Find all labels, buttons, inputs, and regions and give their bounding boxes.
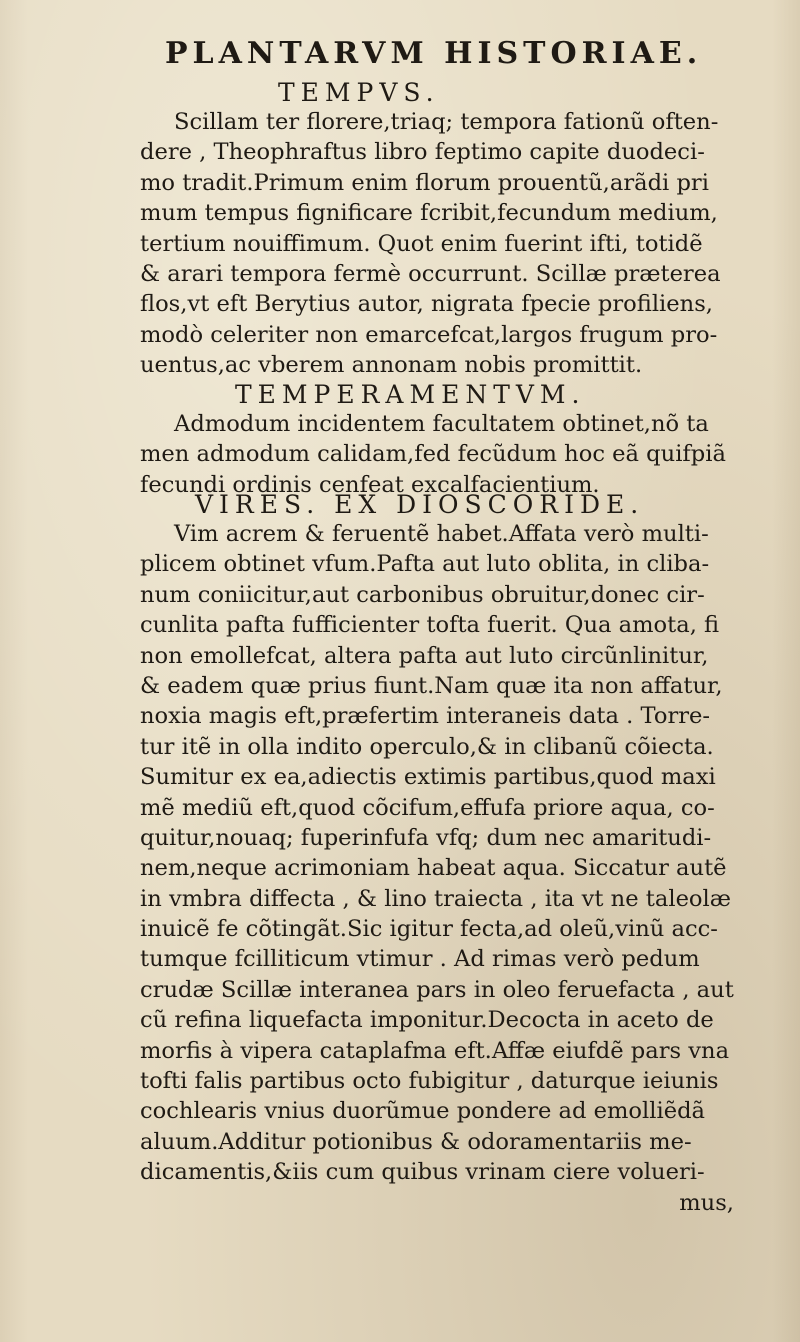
- text-line: nem,neque acrimoniam habeat aqua. Siccatur autẽ: [140, 855, 727, 882]
- text-line: cũ refina liquefacta imponitur.Decocta in aceto de: [140, 1007, 714, 1034]
- text-line: plicem obtinet vfum.Pafta aut luto oblita, in cliba-: [140, 551, 710, 578]
- text-line: cochlearis vnius duorũmue pondere ad emolliẽdã: [140, 1098, 705, 1125]
- text-line: num coniicitur,aut carbonibus obruitur,donec cir-: [140, 581, 705, 608]
- text-line: fecundi ordinis cenfeat excalfacientium.: [140, 471, 600, 498]
- text-line: cunlita pafta fufficienter tofta fuerit. Qua amota, fi: [140, 612, 720, 639]
- text-line: inuicẽ fe cõtingãt.Sic igitur fecta,ad oleũ,vinũ acc-: [140, 916, 718, 943]
- text-line: modò celeriter non emarcefcat,largos frugum pro-: [140, 321, 718, 348]
- text-line: noxia magis eft,præfertim interaneis data . Torre-: [140, 703, 711, 730]
- text-line: tofti falis partibus octo fubigitur , daturque ieiunis: [140, 1068, 719, 1095]
- paragraph-vires: [140, 519, 740, 1218]
- paragraph-tempus: [140, 107, 740, 381]
- text-line: tertium nouiffimum. Quot enim fuerint ifti, totidẽ: [140, 230, 703, 257]
- text-line: Sumitur ex ea,adiectis extimis partibus,quod maxi: [140, 764, 716, 791]
- text-line: men admodum calidam,fed fecũdum hoc eã quifpiã: [140, 441, 726, 468]
- text-line: morfis à vipera cataplafma eft.Affæ eiufdẽ pars vna: [140, 1037, 730, 1064]
- text-line: uentus,ac vberem annonam nobis promittit.: [140, 352, 643, 379]
- text-line: mum tempus fignificare fcribit,fecundum medium,: [140, 200, 718, 227]
- section-title-vires: VIRES. EX DIOSCORIDE.: [195, 490, 645, 519]
- text-line: dicamentis,&iis cum quibus vrinam ciere volueri-: [140, 1159, 705, 1186]
- text-line: mẽ mediũ eft,quod cõcifum,effufa priore aqua, co-: [140, 794, 715, 821]
- text-line: flos,vt eft Berytius autor, nigrata fpecie profiliens,: [140, 291, 713, 318]
- text-line: Admodum incidentem facultatem obtinet,nõ ta: [174, 411, 709, 437]
- text-line: dere , Theophraftus libro feptimo capite duodeci-: [140, 139, 705, 166]
- text-line: mo tradit.Primum enim florum prouentũ,arãdi pri: [140, 169, 709, 196]
- text-line: & arari tempora fermè occurrunt. Scillæ prӕterea: [140, 260, 721, 287]
- text-line: tur itẽ in olla indito operculo,& in clibanũ cõiecta.: [140, 733, 714, 760]
- text-line: Scillam ter florere,triaq; tempora fationũ often-: [174, 109, 719, 135]
- section-title-temperamentum: TEMPERAMENTVM.: [235, 380, 586, 409]
- text-line: quitur,nouaq; fuperinfufa vfq; dum nec amaritudi-: [140, 824, 712, 851]
- text-line: tumque fcilliticum vtimur . Ad rimas verò pedum: [140, 946, 700, 973]
- running-head: PLANTARVM HISTORIAE.: [165, 36, 703, 71]
- text-line: in vmbra diffecta , & lino traiecta , ita vt ne taleolæ: [140, 885, 732, 912]
- text-line: & eadem quæ prius fiunt.Nam quæ ita non affatur,: [140, 672, 723, 699]
- text-line: non emollefcat, altera pafta aut luto circũnlinitur,: [140, 642, 709, 669]
- catchword: mus,: [679, 1189, 734, 1216]
- text-line: aluum.Additur potionibus & odoramentariis me-: [140, 1128, 692, 1155]
- section-title-tempus: TEMPVS.: [278, 78, 440, 107]
- text-line: crudæ Scillæ interanea pars in oleo feruefacta , aut: [140, 976, 734, 1003]
- paragraph-temperamentum: [140, 409, 740, 500]
- text-line: Vim acrem & feruentẽ habet.Affata verò multi-: [174, 521, 709, 547]
